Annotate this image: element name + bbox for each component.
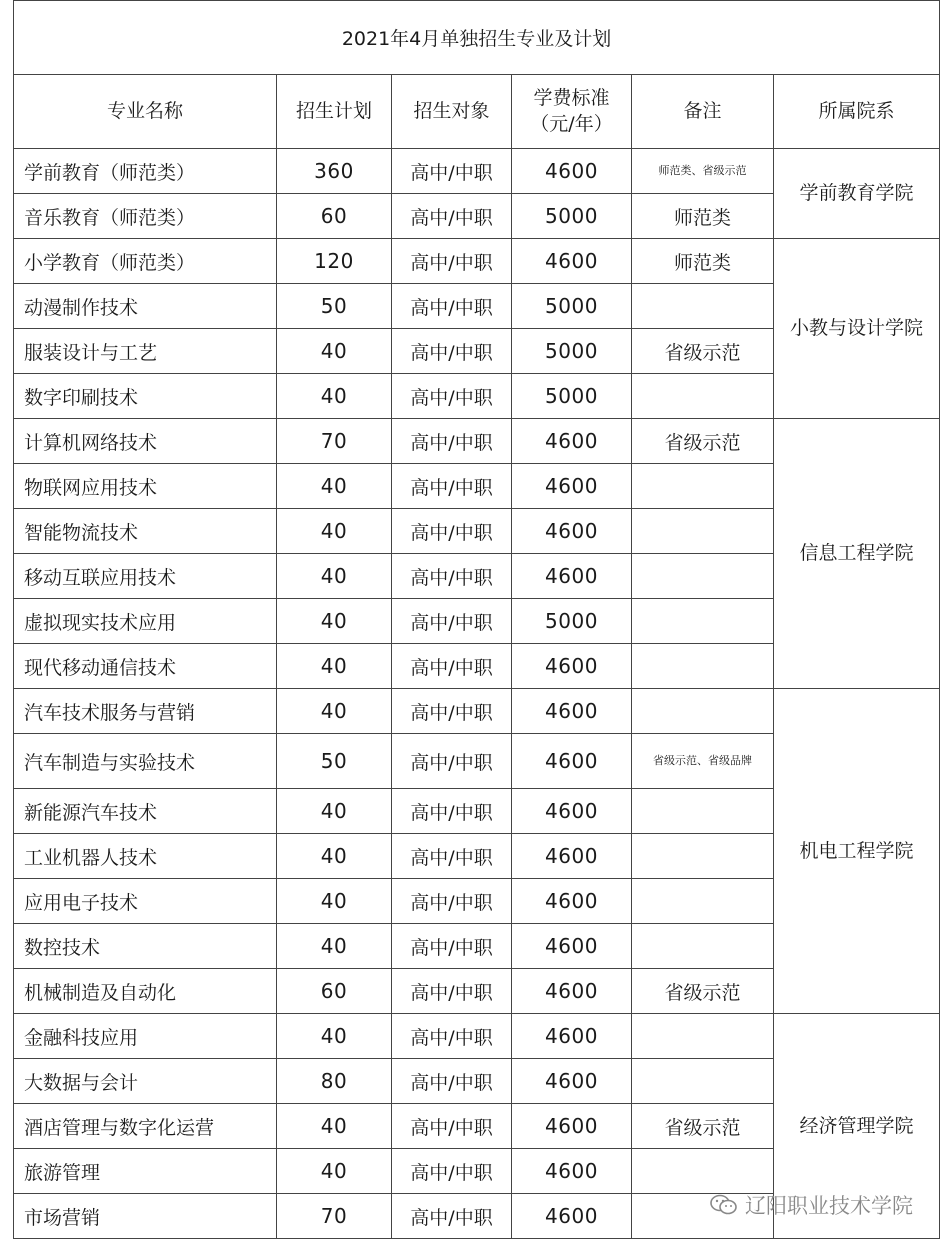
target-cell: 高中/中职 <box>392 1149 512 1194</box>
major-name-cell: 服装设计与工艺 <box>14 329 277 374</box>
target-cell: 高中/中职 <box>392 689 512 734</box>
major-name-cell: 智能物流技术 <box>14 509 277 554</box>
plan-cell: 40 <box>277 644 392 689</box>
plan-cell: 80 <box>277 1059 392 1104</box>
note-cell <box>632 374 774 419</box>
department-cell: 学前教育学院 <box>774 149 940 239</box>
fee-cell: 4600 <box>512 1194 632 1239</box>
note-cell <box>632 924 774 969</box>
plan-cell: 40 <box>277 509 392 554</box>
note-cell: 省级示范、省级品牌 <box>632 734 774 789</box>
header-major-name: 专业名称 <box>14 75 277 149</box>
target-cell: 高中/中职 <box>392 509 512 554</box>
major-name-cell: 虚拟现实技术应用 <box>14 599 277 644</box>
fee-cell: 5000 <box>512 374 632 419</box>
major-name-cell: 新能源汽车技术 <box>14 789 277 834</box>
header-row <box>14 75 940 149</box>
header-plan: 招生计划 <box>277 75 392 149</box>
major-name-cell: 金融科技应用 <box>14 1014 277 1059</box>
major-name-cell: 移动互联应用技术 <box>14 554 277 599</box>
plan-cell: 60 <box>277 969 392 1014</box>
fee-cell: 4600 <box>512 239 632 284</box>
target-cell: 高中/中职 <box>392 969 512 1014</box>
department-cell: 经济管理学院 <box>774 1014 940 1239</box>
target-cell: 高中/中职 <box>392 734 512 789</box>
fee-cell: 5000 <box>512 194 632 239</box>
table-title: 2021年4月单独招生专业及计划 <box>14 1 940 75</box>
note-cell <box>632 834 774 879</box>
note-cell <box>632 1149 774 1194</box>
fee-cell: 4600 <box>512 734 632 789</box>
note-cell <box>632 689 774 734</box>
target-cell: 高中/中职 <box>392 599 512 644</box>
major-name-cell: 汽车技术服务与营销 <box>14 689 277 734</box>
plan-cell: 360 <box>277 149 392 194</box>
major-name-cell: 音乐教育（师范类） <box>14 194 277 239</box>
table-row <box>14 149 940 194</box>
department-cell: 机电工程学院 <box>774 689 940 1014</box>
plan-cell: 50 <box>277 734 392 789</box>
fee-cell: 4600 <box>512 834 632 879</box>
note-cell <box>632 644 774 689</box>
major-name-cell: 酒店管理与数字化运营 <box>14 1104 277 1149</box>
fee-cell: 4600 <box>512 1149 632 1194</box>
fee-cell: 4600 <box>512 1104 632 1149</box>
fee-cell: 5000 <box>512 329 632 374</box>
plan-cell: 70 <box>277 1194 392 1239</box>
plan-cell: 40 <box>277 554 392 599</box>
note-cell <box>632 284 774 329</box>
header-department: 所属院系 <box>774 75 940 149</box>
target-cell: 高中/中职 <box>392 644 512 689</box>
admissions-plan-document <box>13 0 939 1244</box>
wechat-watermark <box>709 1190 913 1220</box>
fee-cell: 4600 <box>512 924 632 969</box>
note-cell: 省级示范 <box>632 1104 774 1149</box>
admissions-table <box>13 0 940 1239</box>
target-cell: 高中/中职 <box>392 1014 512 1059</box>
fee-cell: 4600 <box>512 419 632 464</box>
note-cell: 师范类 <box>632 194 774 239</box>
note-cell <box>632 509 774 554</box>
major-name-cell: 数控技术 <box>14 924 277 969</box>
note-cell: 省级示范 <box>632 969 774 1014</box>
target-cell: 高中/中职 <box>392 239 512 284</box>
fee-cell: 4600 <box>512 644 632 689</box>
target-cell: 高中/中职 <box>392 1194 512 1239</box>
target-cell: 高中/中职 <box>392 194 512 239</box>
plan-cell: 40 <box>277 924 392 969</box>
note-cell: 师范类、省级示范 <box>632 149 774 194</box>
table-row <box>14 1014 940 1059</box>
fee-cell: 4600 <box>512 149 632 194</box>
plan-cell: 50 <box>277 284 392 329</box>
note-cell <box>632 1014 774 1059</box>
fee-cell: 4600 <box>512 464 632 509</box>
major-name-cell: 小学教育（师范类） <box>14 239 277 284</box>
note-cell <box>632 1059 774 1104</box>
target-cell: 高中/中职 <box>392 1059 512 1104</box>
major-name-cell: 动漫制作技术 <box>14 284 277 329</box>
header-target: 招生对象 <box>392 75 512 149</box>
fee-cell: 5000 <box>512 599 632 644</box>
table-row <box>14 419 940 464</box>
plan-cell: 40 <box>277 599 392 644</box>
major-name-cell: 大数据与会计 <box>14 1059 277 1104</box>
note-cell <box>632 464 774 509</box>
header-fee-label: 学费标准 <box>533 86 610 109</box>
target-cell: 高中/中职 <box>392 329 512 374</box>
note-cell <box>632 879 774 924</box>
plan-cell: 70 <box>277 419 392 464</box>
note-cell: 省级示范 <box>632 419 774 464</box>
table-row <box>14 689 940 734</box>
target-cell: 高中/中职 <box>392 464 512 509</box>
note-cell <box>632 599 774 644</box>
wechat-icon <box>709 1193 739 1217</box>
major-name-cell: 计算机网络技术 <box>14 419 277 464</box>
major-name-cell: 机械制造及自动化 <box>14 969 277 1014</box>
fee-cell: 5000 <box>512 284 632 329</box>
plan-cell: 40 <box>277 879 392 924</box>
target-cell: 高中/中职 <box>392 834 512 879</box>
header-note: 备注 <box>632 75 774 149</box>
major-name-cell: 工业机器人技术 <box>14 834 277 879</box>
major-name-cell: 市场营销 <box>14 1194 277 1239</box>
note-cell <box>632 789 774 834</box>
major-name-cell: 物联网应用技术 <box>14 464 277 509</box>
note-cell <box>632 554 774 599</box>
fee-cell: 4600 <box>512 969 632 1014</box>
fee-cell: 4600 <box>512 554 632 599</box>
target-cell: 高中/中职 <box>392 374 512 419</box>
target-cell: 高中/中职 <box>392 419 512 464</box>
fee-cell: 4600 <box>512 879 632 924</box>
plan-cell: 40 <box>277 789 392 834</box>
major-name-cell: 数字印刷技术 <box>14 374 277 419</box>
watermark-text: 辽阳职业技术学院 <box>745 1194 913 1218</box>
table-body <box>14 149 940 1239</box>
fee-cell: 4600 <box>512 1059 632 1104</box>
fee-cell: 4600 <box>512 1014 632 1059</box>
target-cell: 高中/中职 <box>392 879 512 924</box>
major-name-cell: 应用电子技术 <box>14 879 277 924</box>
fee-cell: 4600 <box>512 689 632 734</box>
header-fee-unit: （元/年） <box>530 112 613 135</box>
target-cell: 高中/中职 <box>392 789 512 834</box>
plan-cell: 40 <box>277 1104 392 1149</box>
major-name-cell: 汽车制造与实验技术 <box>14 734 277 789</box>
target-cell: 高中/中职 <box>392 149 512 194</box>
fee-cell: 4600 <box>512 509 632 554</box>
plan-cell: 40 <box>277 834 392 879</box>
target-cell: 高中/中职 <box>392 1104 512 1149</box>
department-cell: 小教与设计学院 <box>774 239 940 419</box>
target-cell: 高中/中职 <box>392 924 512 969</box>
plan-cell: 40 <box>277 464 392 509</box>
major-name-cell: 现代移动通信技术 <box>14 644 277 689</box>
plan-cell: 40 <box>277 329 392 374</box>
fee-cell: 4600 <box>512 789 632 834</box>
note-cell: 省级示范 <box>632 329 774 374</box>
plan-cell: 120 <box>277 239 392 284</box>
plan-cell: 60 <box>277 194 392 239</box>
header-fee <box>512 75 632 149</box>
plan-cell: 40 <box>277 374 392 419</box>
table-row <box>14 239 940 284</box>
major-name-cell: 旅游管理 <box>14 1149 277 1194</box>
target-cell: 高中/中职 <box>392 554 512 599</box>
department-cell: 信息工程学院 <box>774 419 940 689</box>
plan-cell: 40 <box>277 1014 392 1059</box>
plan-cell: 40 <box>277 689 392 734</box>
plan-cell: 40 <box>277 1149 392 1194</box>
target-cell: 高中/中职 <box>392 284 512 329</box>
note-cell: 师范类 <box>632 239 774 284</box>
major-name-cell: 学前教育（师范类） <box>14 149 277 194</box>
